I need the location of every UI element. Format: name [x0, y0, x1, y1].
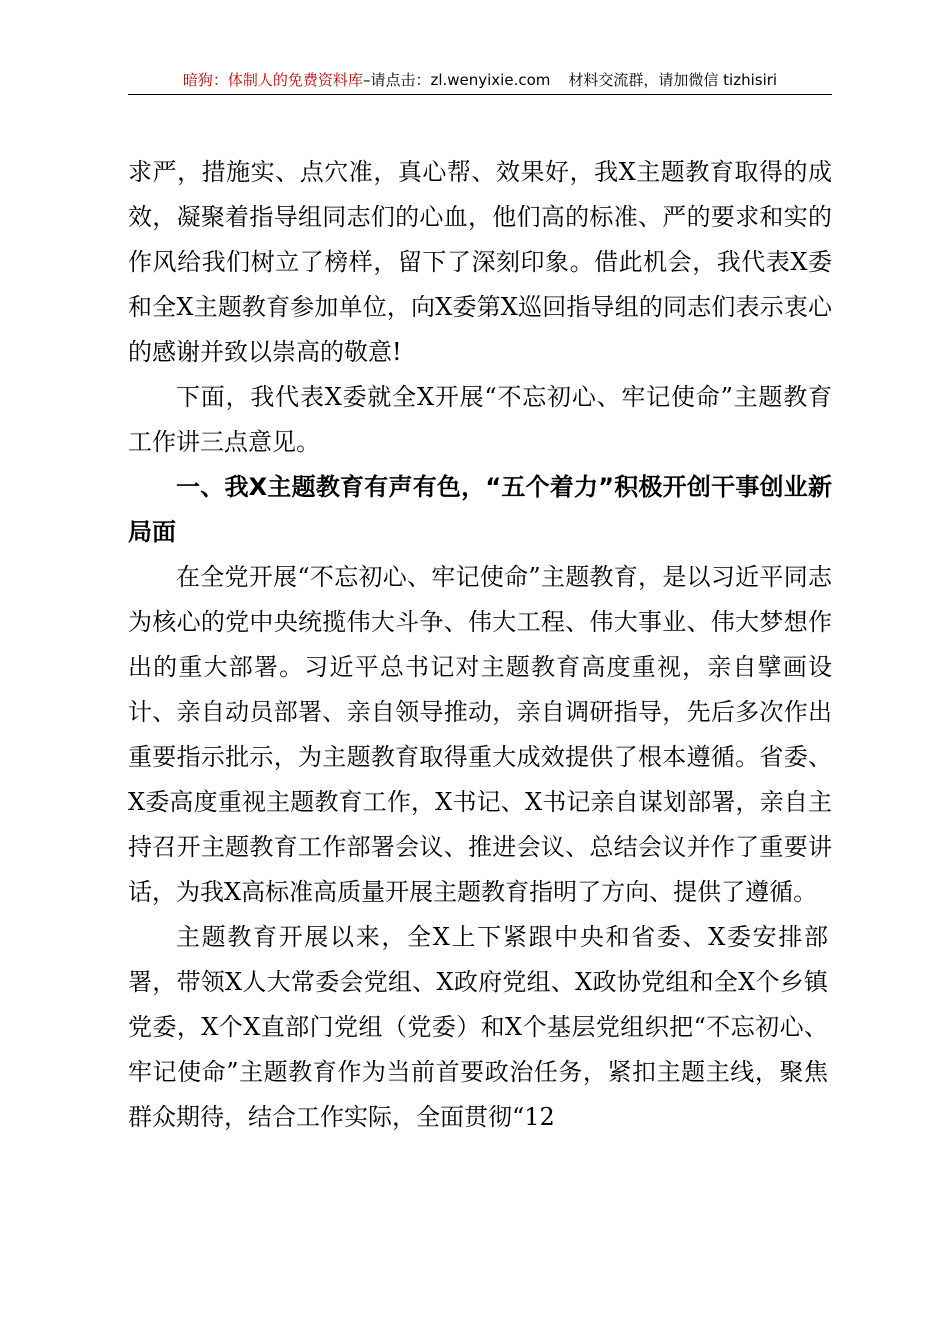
paragraph-intro-three-points: 下面，我代表X委就全X开展“不忘初心、牢记使命”主题教育工作讲三点意见。 [128, 383, 832, 456]
document-body [128, 150, 832, 1140]
paragraph-continuation: 求严，措施实、点穴准，真心帮、效果好，我X主题教育取得的成效，凝聚着指导组同志们的心血，他们高的标准、严的要求和实的作风给我们树立了榜样，留下了深刻印象。借此机会，我代表X委和全X主题教育参加单位，向X委第X巡回指导组的同志们表示衷心的感谢并致以崇高的敬意! [128, 158, 832, 366]
paragraph-party-deployment: 在全党开展“不忘初心、牢记使命”主题教育，是以习近平同志为核心的党中央统揽伟大斗争、伟大工程、伟大事业、伟大梦想作出的重大部署。习近平总书记对主题教育高度重视，亲自擘画设计、亲自动员部署、亲自领导推动，亲自调研指导，先后多次作出重要指示批示，为主题教育取得重大成效提供了根本遵循。省委、X委高度重视主题教育工作，X书记、X书记亲自谋划部署，亲自主持召开主题教育工作部署会议、推进会议、总结会议并作了重要讲话，为我X高标准高质量开展主题教育指明了方向、提供了遵循。 [128, 563, 832, 906]
header-url-link[interactable]: zl.wenyixie.com [430, 71, 551, 89]
header-wechat-note: 材料交流群，请加微信 tizhisiri [568, 71, 778, 89]
paragraph-since-launch: 主题教育开展以来，全X上下紧跟中央和省委、X委安排部署，带领X人大常委会党组、X政府党组、X政协党组和全X个乡镇党委，X个X直部门党组（党委）和X个基层党组织把“不忘初心、牢记使命”主题教育作为当前首要政治任务，紧扣主题主线，聚焦群众期待，结合工作实际，全面贯彻“12 [128, 923, 828, 1131]
page-header [128, 66, 832, 95]
header-click-prompt: –请点击： [362, 71, 431, 89]
section-heading-1: 一、我X主题教育有声有色，“五个着力”积极开创干事创业新局面 [128, 473, 832, 546]
header-site-name: 暗狗：体制人的免费资料库 [182, 71, 363, 89]
